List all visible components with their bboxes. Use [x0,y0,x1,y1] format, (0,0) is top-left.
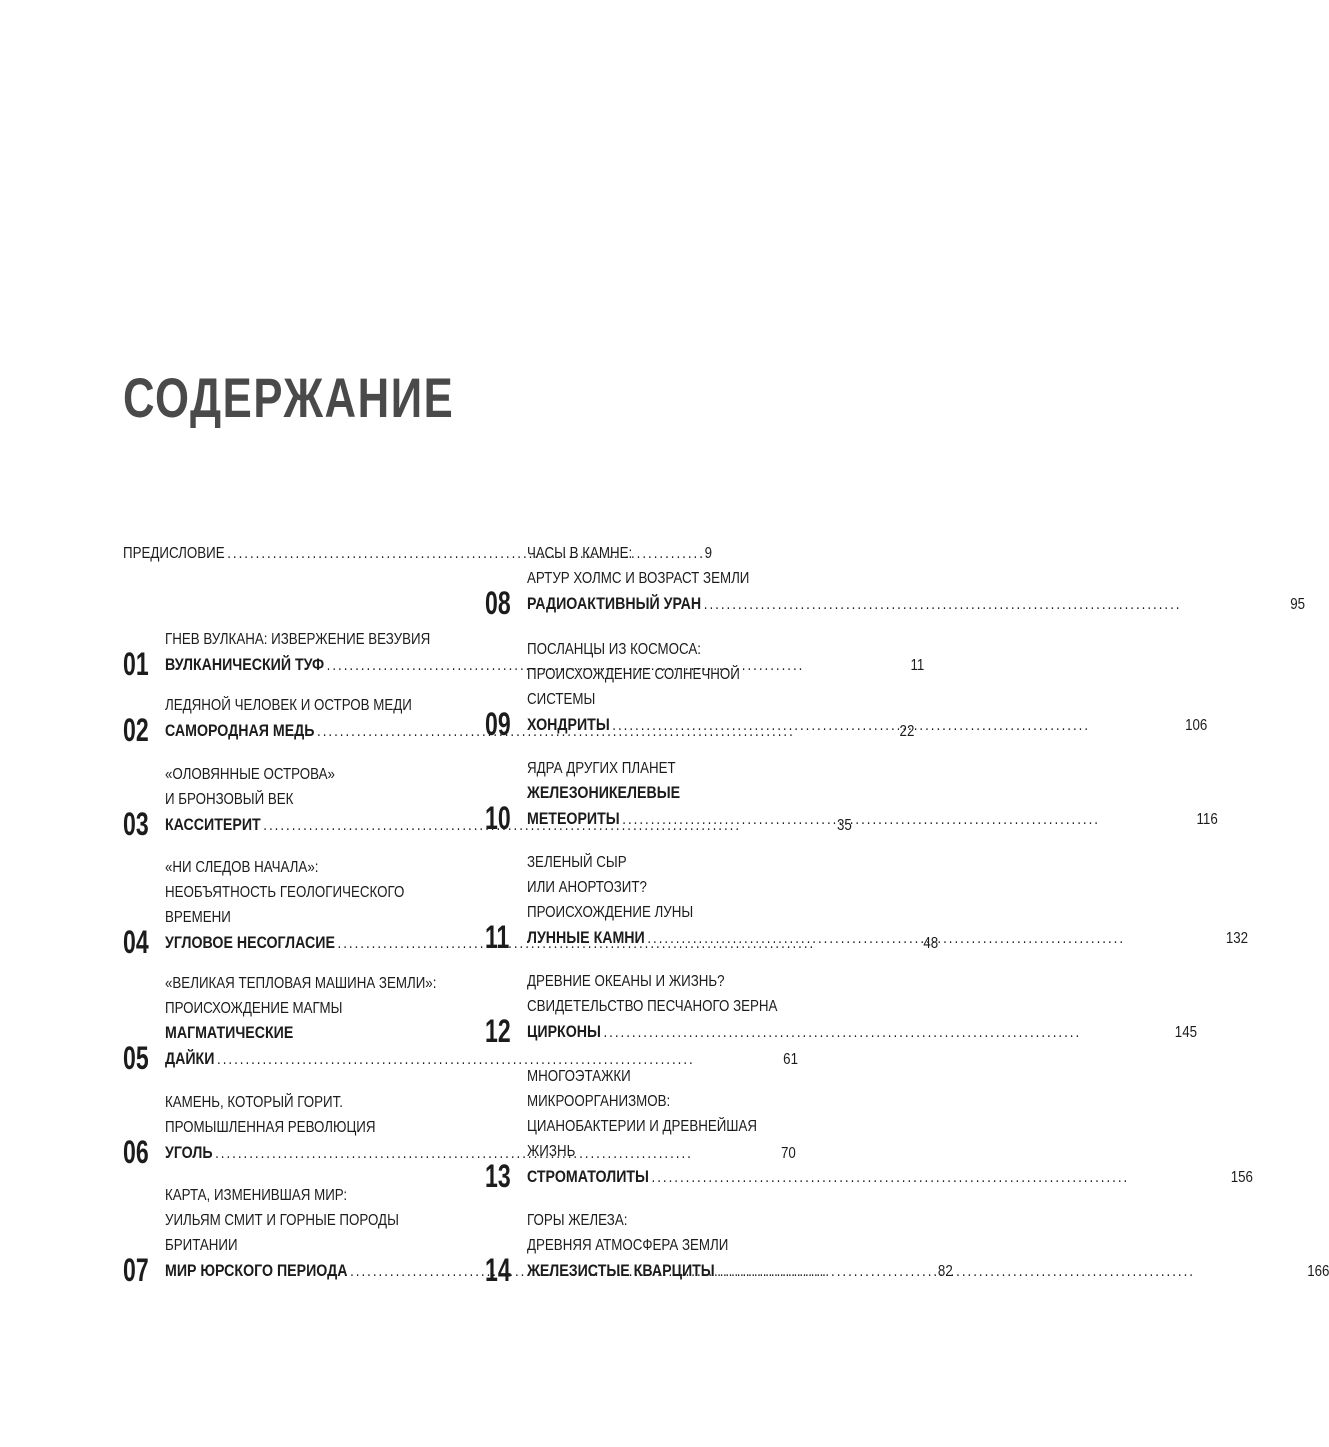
chapter-subtitle-line: «ВЕЛИКАЯ ТЕПЛОВАЯ МАШИНА ЗЕМЛИ»: [165,974,437,992]
page-number: 48 [923,934,939,952]
page-number: 61 [783,1050,799,1068]
leader-dots [652,1165,1229,1190]
chapter-subtitle-line: ЯДРА ДРУГИХ ПЛАНЕТ [527,760,676,778]
page-number: 35 [836,816,852,834]
chapter-title: СТРОМАТОЛИТЫ [527,1167,649,1186]
preface-page-number: 9 [704,545,713,562]
page-number: 95 [1290,595,1306,613]
page-number: 22 [899,722,915,740]
chapter-subtitle-line: «НИ СЛЕДОВ НАЧАЛА»: [165,858,319,876]
chapter-subtitle-line: ВРЕМЕНИ [165,909,231,927]
chapter-subtitle-line: ЛЕДЯНОЙ ЧЕЛОВЕК И ОСТРОВ МЕДИ [165,697,412,715]
chapter-subtitle-line: ПРОИСХОЖДЕНИЕ МАГМЫ [165,1000,343,1018]
chapter-title: УГОЛЬ [165,1143,213,1162]
chapter-subtitle-line: ПОСЛАНЦЫ ИЗ КОСМОСА: [527,640,701,658]
chapter-number: 11 [485,918,510,955]
page-number: 70 [780,1144,796,1162]
toc-entry[interactable] [485,1064,1253,1194]
chapter-title: ДАЙКИ [165,1049,215,1068]
page-number: 156 [1230,1168,1253,1186]
chapter-title: ВУЛКАНИЧЕСКИЙ ТУФ [165,655,325,674]
chapter-subtitle-line: УИЛЬЯМ СМИТ И ГОРНЫЕ ПОРОДЫ [165,1212,399,1230]
chapter-title: МИР ЮРСКОГО ПЕРИОДА [165,1261,348,1280]
chapter-subtitle-line: ПРОИСХОЖДЕНИЕ ЛУНЫ [527,904,694,922]
chapter-subtitle-line: СИСТЕМЫ [527,691,596,709]
chapter-title: УГЛОВОЕ НЕСОГЛАСИЕ [165,933,335,952]
chapter-subtitle-line: МИКРООРГАНИЗМОВ: [527,1092,671,1110]
leader-dots [603,1020,1172,1045]
chapter-subtitle-line: ГОРЫ ЖЕЛЕЗА: [527,1212,628,1230]
chapter-subtitle-line: ЦИАНОБАКТЕРИИ И ДРЕВНЕЙШАЯ [527,1118,758,1136]
chapter-number: 14 [485,1251,511,1288]
chapter-number: 09 [485,705,511,742]
chapter-number: 05 [123,1039,149,1076]
chapter-subtitle-line: «ОЛОВЯННЫЕ ОСТРОВА» [165,766,335,784]
page-number: 166 [1307,1262,1329,1280]
chapter-subtitle-line: ЖИЗНЬ [527,1143,576,1161]
chapter-number: 08 [485,584,511,621]
page-number: 116 [1196,810,1218,828]
chapter-subtitle-line: АРТУР ХОЛМС И ВОЗРАСТ ЗЕМЛИ [527,570,750,588]
chapter-subtitle-line: КАРТА, ИЗМЕНИВШАЯ МИР: [165,1186,348,1204]
chapter-title: ЛУННЫЕ КАМНИ [527,928,645,947]
chapter-subtitle-line: НЕОБЪЯТНОСТЬ ГЕОЛОГИЧЕСКОГО [165,884,405,902]
chapter-subtitle-line: ЗЕЛЕНЫЙ СЫР [527,853,627,871]
chapter-number: 04 [123,923,149,960]
chapter-number: 06 [123,1133,149,1170]
chapter-number: 07 [123,1251,149,1288]
chapter-subtitle-line: ДРЕВНИЕ ОКЕАНЫ И ЖИЗНЬ? [527,973,725,991]
chapter-subtitle-line: ЧАСЫ В КАМНЕ: [527,545,633,563]
chapter-title: ЖЕЛЕЗИСТЫЕ КВАРЦИТЫ [527,1261,715,1280]
chapter-number: 10 [485,799,511,836]
chapter-number: 13 [485,1158,511,1194]
chapter-title-line: МАГМАТИЧЕСКИЕ [165,1024,294,1043]
leader-dots [704,592,1288,617]
page-number: 132 [1225,929,1249,947]
chapter-subtitle-line: МНОГОЭТАЖКИ [527,1067,631,1085]
page-title: СОДЕРЖАНИЕ [123,366,455,429]
chapter-title: КАССИТЕРИТ [165,815,261,834]
chapter-title: САМОРОДНАЯ МЕДЬ [165,721,315,740]
chapter-subtitle-line: БРИТАНИИ [165,1237,238,1255]
leader-dots [612,713,1182,738]
chapter-subtitle-line: И БРОНЗОВЫЙ ВЕК [165,791,294,809]
leader-dots [647,926,1223,951]
chapter-title: ЦИРКОНЫ [527,1022,601,1041]
chapter-subtitle-line: ГНЕВ ВУЛКАНА: ИЗВЕРЖЕНИЕ ВЕЗУВИЯ [165,631,431,649]
chapter-subtitle-line: ИЛИ АНОРТОЗИТ? [527,879,647,897]
chapter-number: 02 [123,711,149,748]
toc-entry[interactable] [485,969,1198,1049]
chapter-subtitle-line: КАМЕНЬ, КОТОРЫЙ ГОРИТ. [165,1094,343,1112]
chapter-number: 03 [123,805,149,842]
chapter-subtitle-line: СВИДЕТЕЛЬСТВО ПЕСЧАНОГО ЗЕРНА [527,998,778,1016]
page-number: 82 [937,1262,953,1280]
chapter-subtitle-line: ПРОИСХОЖДЕНИЕ СОЛНЕЧНОЙ [527,666,740,684]
leader-dots [622,807,1194,832]
toc-entry[interactable] [485,541,1306,621]
chapter-title: МЕТЕОРИТЫ [527,809,620,828]
preface-label: ПРЕДИСЛОВИЕ [123,545,225,562]
chapter-number: 12 [485,1012,511,1049]
chapter-title: РАДИОАКТИВНЫЙ УРАН [527,594,702,613]
chapter-number: 01 [123,645,149,682]
chapter-subtitle-line: ПРОМЫШЛЕННАЯ РЕВОЛЮЦИЯ [165,1119,376,1137]
page-number: 106 [1185,716,1208,734]
page-number: 11 [910,656,925,674]
page-number: 145 [1174,1023,1198,1041]
chapter-title-line: ЖЕЛЕЗОНИКЕЛЕВЫЕ [527,784,681,803]
leader-dots [717,1259,1304,1284]
chapter-subtitle-line: ДРЕВНЯЯ АТМОСФЕРА ЗЕМЛИ [527,1237,729,1255]
chapter-title: ХОНДРИТЫ [527,715,610,734]
